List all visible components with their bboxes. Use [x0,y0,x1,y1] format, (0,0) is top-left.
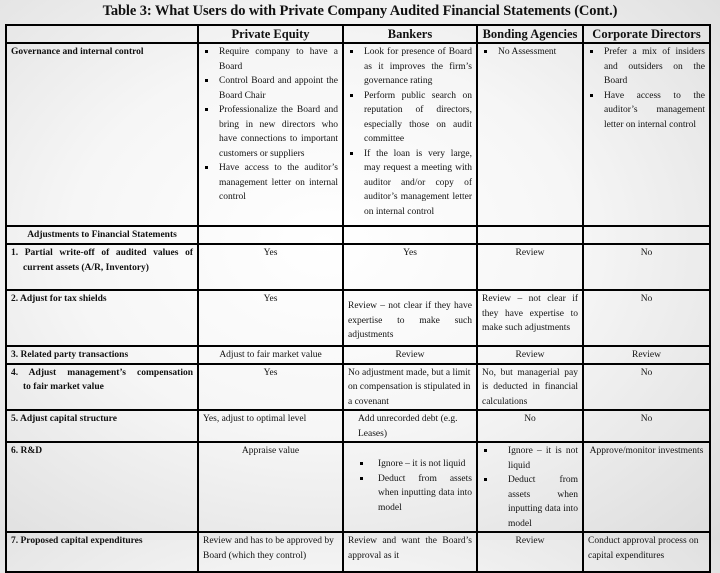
empty-cell [198,226,343,244]
section-label: Adjustments to Financial Statements [6,226,198,244]
governance-label: Governance and internal control [11,47,144,57]
list-item: If the loan is very large, may request a meeting with auditor and/or copy of auditor’s management letter on internal control [348,147,472,220]
table-row-governance [6,43,710,226]
cell-directors: Approve/monitor investments [583,442,710,532]
header-empty [6,25,198,43]
header-row [6,25,710,43]
cell-bonding: No [477,410,583,442]
list-item: Deduct from assets when inputting data into model [482,473,578,531]
empty-cell [477,226,583,244]
row-label: 6. R&D [6,442,198,532]
cell-private-equity: Appraise value [198,442,343,532]
cell-bankers: Review – not clear if they have expertise to make such adjustments [343,290,477,346]
list-item: Prefer a mix of insiders and outsiders on the Board [588,45,705,89]
cell-bonding: Review [477,346,583,364]
list-item: Perform public search on reputation of directors, especially those on audit committee [348,89,472,147]
cell-private-equity: Yes [198,364,343,411]
cell-bonding: No, but managerial pay is deducted in financial calculations [477,364,583,411]
cell-directors: No [583,410,710,442]
row-label [6,244,198,290]
cell-directors: No [583,244,710,290]
cell-directors: Review [583,346,710,364]
table-row [6,532,710,572]
empty-cell [343,226,477,244]
cell-directors: No [583,364,710,411]
empty-cell [583,226,710,244]
cell-directors: Conduct approval process on capital expenditures [583,532,710,572]
cell-private-equity: Yes [198,244,343,290]
list-item: Professionalize the Board and bring in new directors who have connections to important customers or suppliers [203,103,338,161]
cell-bankers: No adjustment made, but a limit on compensation is stipulated in a covenant [343,364,477,411]
row-label [6,43,198,226]
cell-private-equity: Yes, adjust to optimal level [198,410,343,442]
table-row [6,410,710,442]
row-label-line2: current assets (A/R, Inventory) [23,262,149,273]
table-row [6,364,710,411]
section-row [6,226,710,244]
header-private-equity: Private Equity [198,25,343,43]
header-bankers: Bankers [343,25,477,43]
cell-private-equity: Yes [198,290,343,346]
cell-bankers [343,442,477,532]
table-title: Table 3: What Users do with Private Company Audited Financial Statements (Cont.) [102,3,618,19]
list-item: Control Board and appoint the Board Chair [203,74,338,103]
row-label [6,364,198,411]
cell-bonding: Review [477,244,583,290]
list-item: Require company to have a Board [203,45,338,74]
cell-private-equity: Adjust to fair market value [198,346,343,364]
cell-private-equity: Review and has to be approved by Board (which they control) [198,532,343,572]
cell-bankers: Yes [343,244,477,290]
table-row [6,290,710,346]
cell-bonding: Review – not clear if they have expertise to make such adjustments [477,290,583,346]
table-row [6,346,710,364]
list-item: Ignore – it is not liquid [358,457,472,472]
cell-bonding [477,442,583,532]
cell-bonding [477,43,583,226]
list-item: Deduct from assets when inputting data into model [358,472,472,516]
table-row [6,442,710,532]
row-label-line1: 1. Partial write-off of audited values of [11,248,193,258]
header-bonding-agencies: Bonding Agencies [477,25,583,43]
cell-bankers [343,43,477,226]
list-item: Have access to the auditor’s management letter on internal control [203,161,338,205]
cell-bankers: Add unrecorded debt (e.g. Leases) [343,410,477,442]
row-label-line1: 4. Adjust management’s compensation [11,367,193,378]
row-label: 5. Adjust capital structure [6,410,198,442]
table-row [6,244,710,290]
row-label: 3. Related party transactions [6,346,198,364]
list-item: Have access to the auditor’s management letter on internal control [588,89,705,133]
list-item: Ignore – it is not liquid [482,444,578,473]
cell-bankers: Review [343,346,477,364]
cell-directors: No [583,290,710,346]
cell-bonding: Review [477,532,583,572]
cell-bankers: Review and want the Board’s approval as it [343,532,477,572]
list-item: Look for presence of Board as it improves the firm’s governance rating [348,45,472,89]
list-item: No Assessment [482,45,578,60]
row-label: 7. Proposed capital expenditures [6,532,198,572]
cell-directors [583,43,710,226]
header-corporate-directors: Corporate Directors [583,25,710,43]
row-label-line2: to fair market value [23,382,104,392]
row-label: 2. Adjust for tax shields [6,290,198,346]
users-table [5,24,711,573]
cell-private-equity [198,43,343,226]
